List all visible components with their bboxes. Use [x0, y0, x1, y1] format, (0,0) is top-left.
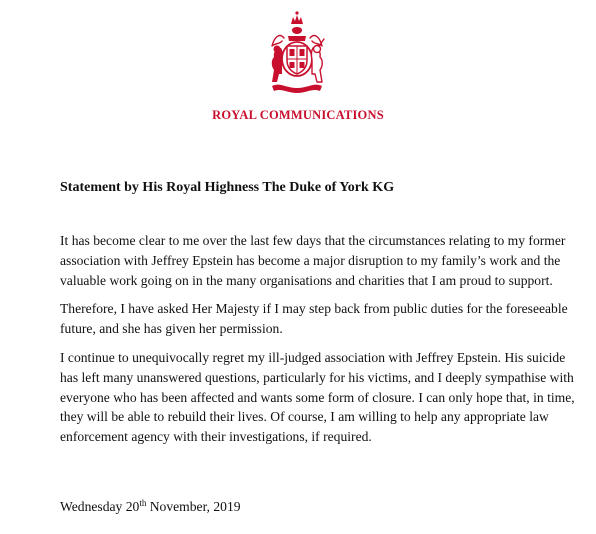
body-paragraph-1: It has become clear to me over the last few days that the circumstances relating to my former association with Jeffrey Epstein has become a major disruption to my family’s work and the valuable work going on in the many organisations and charities that I am proud to support. [60, 233, 566, 288]
statement-body [60, 231, 575, 456]
body-paragraph-2: Therefore, I have asked Her Majesty if I may step back from public duties for the foreseeable future, and she has given her permission. [60, 301, 568, 337]
statement-date [60, 499, 241, 515]
organization-title-text: ROYAL COMMUNICATIONS [212, 108, 384, 122]
date-month-year: November, 2019 [146, 499, 241, 514]
statement-title: Statement by His Royal Highness The Duke of York KG [60, 180, 395, 195]
organization-title [0, 108, 596, 123]
royal-coat-of-arms-icon [262, 8, 332, 98]
date-weekday-day: Wednesday 20 [60, 499, 140, 514]
body-paragraph-3: I continue to unequivocally regret my ill-judged association with Jeffrey Epstein. His suicide has left many unanswered questions, particularly for his victims, and I deeply sympathise with everyone who has been affected and wants some form of closure. I can only hope that, in time, they will be able to rebuild their lives. Of course, I am willing to help any appropriate law enforcement agency with their investigations, if required. [60, 349, 575, 445]
date-ordinal-suffix: th [139, 498, 147, 508]
